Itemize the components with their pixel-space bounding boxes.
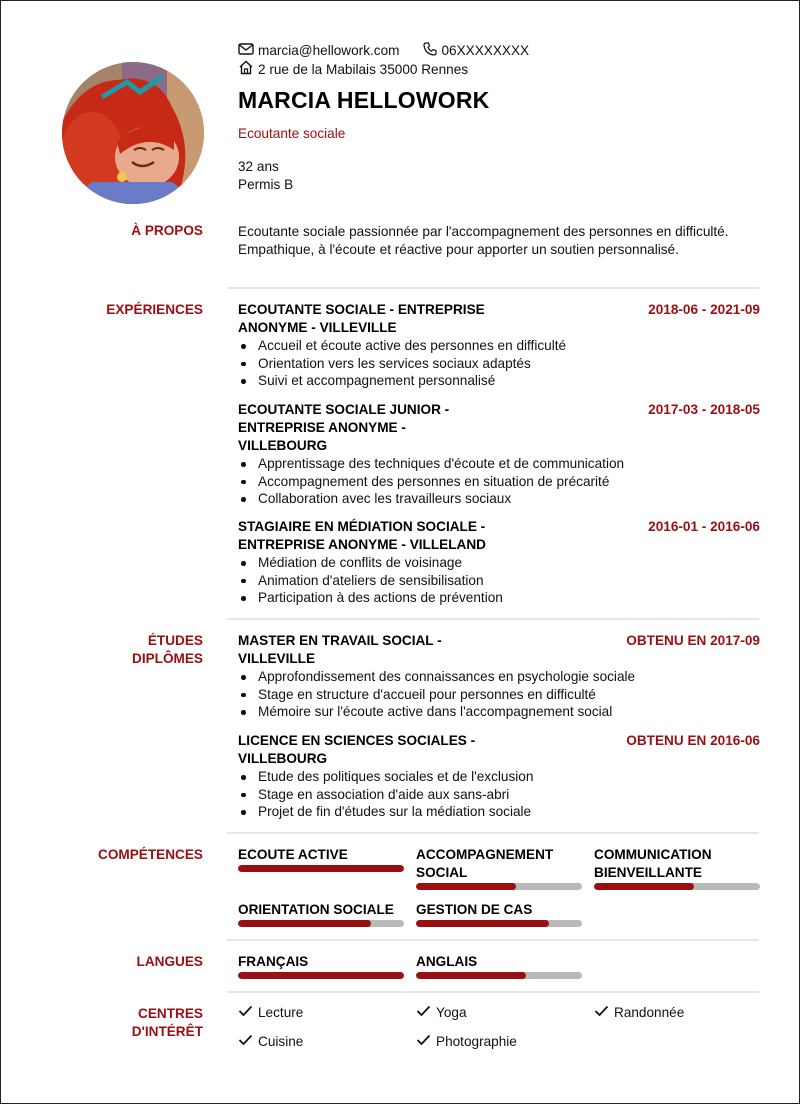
section-title-experiences: EXPÉRIENCES: [106, 302, 203, 317]
experience-bullets: [238, 337, 760, 390]
language-level-bar: [416, 972, 582, 979]
education-title: MASTER EN TRAVAIL SOCIAL - VILLEVILLE: [238, 633, 442, 666]
section-title-interests: CENTRES D'INTÉRÊT: [131, 1006, 203, 1039]
home-icon: [238, 60, 254, 78]
language-level-fill: [416, 972, 526, 979]
check-icon: [416, 1034, 431, 1049]
interest-item: [594, 1005, 684, 1020]
skill-item: [238, 901, 404, 927]
section-title-about: À PROPOS: [131, 223, 203, 238]
interest-label: Lecture: [258, 1005, 304, 1020]
check-icon: [238, 1005, 253, 1020]
experience-dates: 2018-06 - 2021-09: [648, 302, 760, 317]
about-text: Ecoutante sociale passionnée par l'accompagnement des personnes en difficulté. Empathique, à l'écoute et réactive pour apporter un soutien personnalisé.: [238, 224, 729, 257]
list-item: Accueil et écoute active des personnes en difficulté: [238, 337, 760, 355]
skill-item: [594, 846, 760, 890]
section-title-education: ÉTUDES DIPLÔMES: [132, 633, 203, 666]
experience-entry: [238, 301, 760, 390]
interest-item: [416, 1034, 517, 1049]
separator: [227, 287, 759, 289]
language-name: ANGLAIS: [416, 954, 478, 969]
separator: [227, 832, 759, 834]
skill-name: GESTION DE CAS: [416, 902, 533, 917]
phone-icon: [423, 42, 437, 59]
skill-name: ECOUTE ACTIVE: [238, 847, 348, 862]
list-item: Apprentissage des techniques d'écoute et de communication: [238, 455, 760, 473]
experience-dates: 2016-01 - 2016-06: [648, 519, 760, 534]
education-dates: OBTENU EN 2017-09: [626, 633, 760, 648]
skill-level-bar: [416, 883, 582, 890]
skill-level-bar: [238, 920, 404, 927]
check-icon: [416, 1005, 431, 1020]
education-entry: [238, 632, 760, 721]
experience-entry: [238, 518, 760, 607]
language-name: FRANÇAIS: [238, 954, 309, 969]
experience-bullets: [238, 554, 760, 607]
list-item: Mémoire sur l'écoute active dans l'accompagnement social: [238, 703, 760, 721]
envelope-icon: [238, 42, 254, 59]
skill-name: ACCOMPAGNEMENT SOCIAL: [416, 847, 554, 880]
list-item: Orientation vers les services sociaux adaptés: [238, 355, 760, 373]
experience-bullets: [238, 455, 760, 508]
phone-text: 06XXXXXXXX: [441, 43, 530, 58]
skill-level-bar: [238, 865, 404, 872]
education-bullets: [238, 668, 760, 721]
address-text: 2 rue de la Mabilais 35000 Rennes: [258, 61, 469, 77]
list-item: Animation d'ateliers de sensibilisation: [238, 572, 760, 590]
list-item: Collaboration avec les travailleurs sociaux: [238, 490, 760, 508]
language-item: [238, 953, 404, 979]
interest-label: Photographie: [436, 1034, 517, 1049]
experience-title: ECOUTANTE SOCIALE JUNIOR - ENTREPRISE ANONYME - VILLEBOURG: [238, 402, 450, 453]
driving-license: Permis B: [238, 177, 294, 192]
list-item: Participation à des actions de prévention: [238, 589, 760, 607]
check-icon: [594, 1005, 609, 1020]
separator: [227, 939, 759, 941]
experience-title: ECOUTANTE SOCIALE - ENTREPRISE ANONYME - VILLEVILLE: [238, 302, 485, 335]
separator: [227, 618, 759, 620]
education-entry: [238, 732, 760, 821]
address-line: [238, 60, 468, 78]
education-bullets: [238, 768, 760, 821]
skill-level-bar: [416, 920, 582, 927]
skill-level-bar: [594, 883, 760, 890]
job-title: Ecoutante sociale: [238, 126, 346, 141]
interest-item: [238, 1005, 303, 1020]
experience-entry: [238, 401, 760, 508]
email-line: [238, 42, 529, 59]
section-title-languages: LANGUES: [136, 954, 203, 969]
interest-label: Randonnée: [614, 1005, 685, 1020]
skill-item: [416, 846, 582, 890]
education-title: LICENCE EN SCIENCES SOCIALES - VILLEBOURG: [238, 733, 476, 766]
experience-title: STAGIAIRE EN MÉDIATION SOCIALE - ENTREPRISE ANONYME - VILLELAND: [238, 519, 486, 552]
list-item: Médiation de conflits de voisinage: [238, 554, 760, 572]
interest-label: Cuisine: [258, 1034, 304, 1049]
skill-level-fill: [416, 920, 549, 927]
candidate-name: MARCIA HELLOWORK: [238, 87, 490, 113]
list-item: Approfondissement des connaissances en psychologie sociale: [238, 668, 760, 686]
list-item: Etude des politiques sociales et de l'exclusion: [238, 768, 760, 786]
skill-level-fill: [594, 883, 694, 890]
interest-label: Yoga: [436, 1005, 467, 1020]
interest-item: [238, 1034, 303, 1049]
check-icon: [238, 1034, 253, 1049]
list-item: Projet de fin d'études sur la médiation sociale: [238, 803, 760, 821]
section-title-skills: COMPÉTENCES: [98, 847, 203, 862]
list-item: Stage en structure d'accueil pour personnes en difficulté: [238, 686, 760, 704]
language-level-bar: [238, 972, 404, 979]
skill-name: ORIENTATION SOCIALE: [238, 902, 394, 917]
skill-level-fill: [416, 883, 516, 890]
skill-item: [416, 901, 582, 927]
skill-name: COMMUNICATION BIENVEILLANTE: [594, 847, 712, 880]
list-item: Stage en association d'aide aux sans-abri: [238, 786, 760, 804]
experience-dates: 2017-03 - 2018-05: [648, 402, 760, 417]
language-item: [416, 953, 582, 979]
list-item: Accompagnement des personnes en situation de précarité: [238, 473, 760, 491]
age: 32 ans: [238, 159, 279, 174]
interest-item: [416, 1005, 467, 1020]
profile-photo: [62, 62, 204, 204]
separator: [227, 991, 759, 993]
skill-item: [238, 846, 404, 872]
education-dates: OBTENU EN 2016-06: [626, 733, 760, 748]
list-item: Suivi et accompagnement personnalisé: [238, 372, 760, 390]
skill-level-fill: [238, 865, 404, 872]
email-text: marcia@hellowork.com: [258, 43, 400, 58]
language-level-fill: [238, 972, 404, 979]
skill-level-fill: [238, 920, 371, 927]
